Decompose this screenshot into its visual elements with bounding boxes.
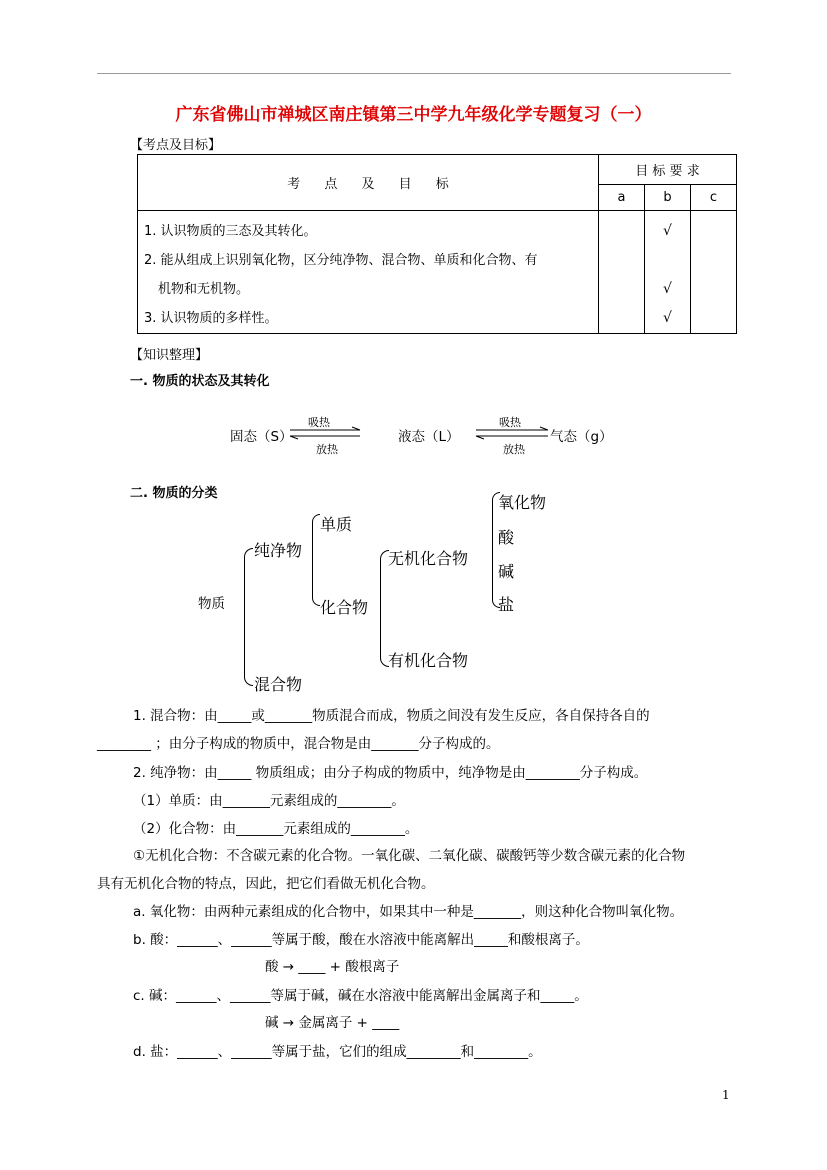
text-line: （2）化合物：由_______元素组成的________。 [133, 821, 419, 837]
goal-item: 1. 认识物质的三态及其转化。 [144, 224, 317, 239]
brace-root [244, 548, 253, 686]
tree-pure: 纯净物 [254, 541, 303, 560]
text-line: 具有无机化合物的特点，因此，把它们看做无机化合物。 [97, 876, 435, 892]
state-solid: 固态（S） [230, 429, 293, 445]
header-rule [97, 73, 731, 74]
label-release-1: 放热 [316, 443, 338, 456]
tree-element: 单质 [320, 515, 353, 534]
page-title: 广东省佛山市禅城区南庄镇第三中学九年级化学专题复习（一） [175, 105, 652, 125]
tree-compound: 化合物 [320, 598, 369, 617]
brace-pure [312, 514, 320, 606]
goal-item: 2. 能从组成上识别氧化物，区分纯净物、混合物、单质和化合物、有 [144, 253, 538, 268]
goals-header-main: 考 点 及 目 标 [138, 155, 599, 211]
tree-root: 物质 [198, 596, 225, 612]
tree-organic: 有机化合物 [388, 651, 469, 670]
tree-salt: 盐 [498, 595, 515, 614]
heading-states: 一. 物质的状态及其转化 [130, 374, 270, 389]
equilibrium-arrow-1 [290, 427, 370, 441]
label-absorb-2: 吸热 [499, 416, 521, 429]
label-absorb-1: 吸热 [308, 416, 330, 429]
tree-mixture: 混合物 [254, 675, 303, 694]
text-line: b. 酸：______、______等属于酸，酸在水溶液中能离解出_____和酸根离子。 [133, 932, 589, 948]
tree-acid: 酸 [498, 528, 515, 547]
text-line: ①无机化合物：不含碳元素的化合物。一氧化碳、二氧化碳、碳酸钙等少数含碳元素的化合物 [133, 848, 686, 864]
text-line: 1. 混合物：由_____或_______物质混合而成，物质之间没有发生反应，各自保持各自的 [133, 708, 650, 724]
text-line: c. 碱：______、______等属于碱，碱在水溶液中能离解出金属离子和_____。 [133, 988, 588, 1004]
text-line: d. 盐：______、______等属于盐，它们的组成________和________。 [133, 1044, 542, 1060]
text-line: ________ ；由分子构成的物质中，混合物是由_______分子构成的。 [97, 736, 500, 752]
equilibrium-arrow-2 [476, 427, 556, 441]
text-line: 碱 → 金属离子 + ____ [265, 1015, 400, 1031]
section-goals: 【考点及目标】 [130, 138, 222, 153]
goal-item: 机物和无机物。 [158, 282, 250, 297]
level-c: c [691, 185, 737, 211]
text-line: 2. 纯净物：由_____ 物质组成；由分子构成的物质中，纯净物是由________分子构成。 [133, 765, 648, 781]
goals-checks [645, 211, 691, 334]
level-b: b [645, 185, 691, 211]
tree-base: 碱 [498, 562, 515, 581]
page-number: 1 [722, 1088, 730, 1102]
text-line: 酸 → ____ + 酸根离子 [265, 959, 400, 975]
section-knowledge: 【知识整理】 [130, 348, 209, 363]
tree-inorganic: 无机化合物 [388, 549, 469, 568]
label-release-2: 放热 [503, 443, 525, 456]
tree-oxide: 氧化物 [498, 493, 547, 512]
goals-items [138, 211, 599, 334]
check-mark: √ [663, 223, 672, 239]
check-mark: √ [663, 281, 672, 297]
heading-classification: 二. 物质的分类 [130, 486, 218, 501]
goals-header-level: 目 标 要 求 [599, 155, 737, 185]
text-line: （1）单质：由_______元素组成的________。 [133, 793, 405, 809]
goal-item: 3. 认识物质的多样性。 [144, 311, 278, 326]
level-a: a [599, 185, 645, 211]
state-liquid: 液态（L） [398, 429, 460, 445]
goals-table [137, 154, 737, 334]
text-line: a. 氧化物：由两种元素组成的化合物中，如果其中一种是_______，则这种化合物叫氧化物。 [133, 904, 684, 920]
state-gas: 气态（g） [550, 429, 613, 445]
check-mark: √ [663, 310, 672, 326]
